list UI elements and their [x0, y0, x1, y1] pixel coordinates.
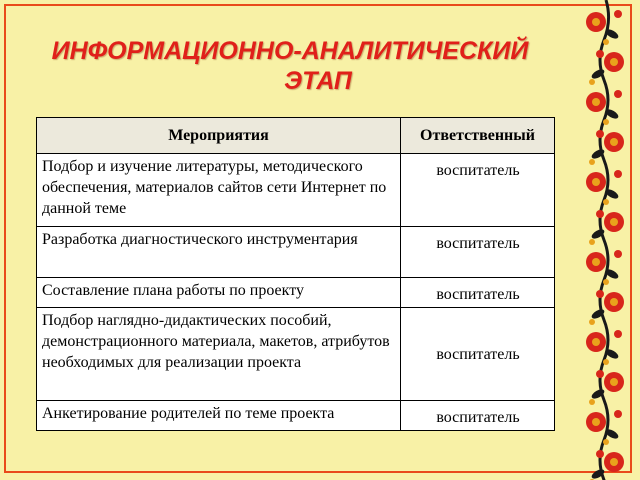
activity-cell: Разработка диагностического инструментария — [37, 227, 401, 278]
title-line-2: ЭТАП — [284, 67, 352, 95]
table-row — [37, 401, 555, 431]
ornament-berry — [603, 39, 609, 45]
responsible-cell: воспитатель — [401, 278, 555, 308]
responsible-cell: воспитатель — [401, 227, 555, 278]
ornament-flower-center — [610, 378, 618, 386]
ornament-flower-center — [610, 138, 618, 146]
khokhloma-ornament — [566, 0, 640, 480]
ornament-flower-center — [610, 458, 618, 466]
ornament-berry — [596, 130, 604, 138]
ornament-berry — [603, 439, 609, 445]
table-row — [37, 154, 555, 227]
activity-cell: Анкетирование родителей по теме проекта — [37, 401, 401, 431]
responsible-cell: воспитатель — [401, 401, 555, 431]
table-row — [37, 278, 555, 308]
ornament-flower-center — [592, 338, 600, 346]
ornament-berry — [614, 250, 622, 258]
table-header-row — [37, 118, 555, 154]
ornament-flower-center — [610, 58, 618, 66]
ornament-flower-center — [610, 218, 618, 226]
responsible-cell: воспитатель — [401, 154, 555, 227]
ornament-berry — [596, 290, 604, 298]
ornament-berry — [614, 170, 622, 178]
ornament-berry — [614, 10, 622, 18]
header-activities: Мероприятия — [37, 118, 401, 154]
header-responsible: Ответственный — [401, 118, 555, 154]
ornament-berry — [596, 50, 604, 58]
activity-cell: Подбор наглядно-дидактических пособий, демонстрационного материала, макетов, атрибутов необходимых для реализации проекта — [37, 308, 401, 401]
ornament-berry — [596, 450, 604, 458]
ornament-berry — [614, 330, 622, 338]
ornament-berry — [589, 319, 595, 325]
activity-cell: Составление плана работы по проекту — [37, 278, 401, 308]
ornament-flower-center — [592, 178, 600, 186]
title-line-1: ИНФОРМАЦИОННО-АНАЛИТИЧЕСКИЙ — [51, 37, 529, 65]
ornament-berry — [614, 410, 622, 418]
ornament-flower-center — [592, 418, 600, 426]
activity-cell: Подбор и изучение литературы, методического обеспечения, материалов сайтов сети Интернет по данной теме — [37, 154, 401, 227]
ornament-flower-center — [592, 98, 600, 106]
ornament-berry — [596, 210, 604, 218]
ornament-berry — [596, 370, 604, 378]
ornament-berry — [589, 399, 595, 405]
ornament-berry — [614, 90, 622, 98]
ornament-berry — [589, 159, 595, 165]
table-row — [37, 308, 555, 401]
ornament-flower-center — [610, 298, 618, 306]
ornament-berry — [589, 79, 595, 85]
activities-table — [36, 117, 555, 431]
table-row — [37, 227, 555, 278]
ornament-berry — [603, 359, 609, 365]
slide-title — [30, 36, 550, 96]
ornament-berry — [589, 239, 595, 245]
ornament-berry — [603, 279, 609, 285]
ornament-flower-center — [592, 18, 600, 26]
ornament-berry — [603, 199, 609, 205]
ornament-berry — [603, 119, 609, 125]
ornament-flower-center — [592, 258, 600, 266]
responsible-cell: воспитатель — [401, 308, 555, 401]
